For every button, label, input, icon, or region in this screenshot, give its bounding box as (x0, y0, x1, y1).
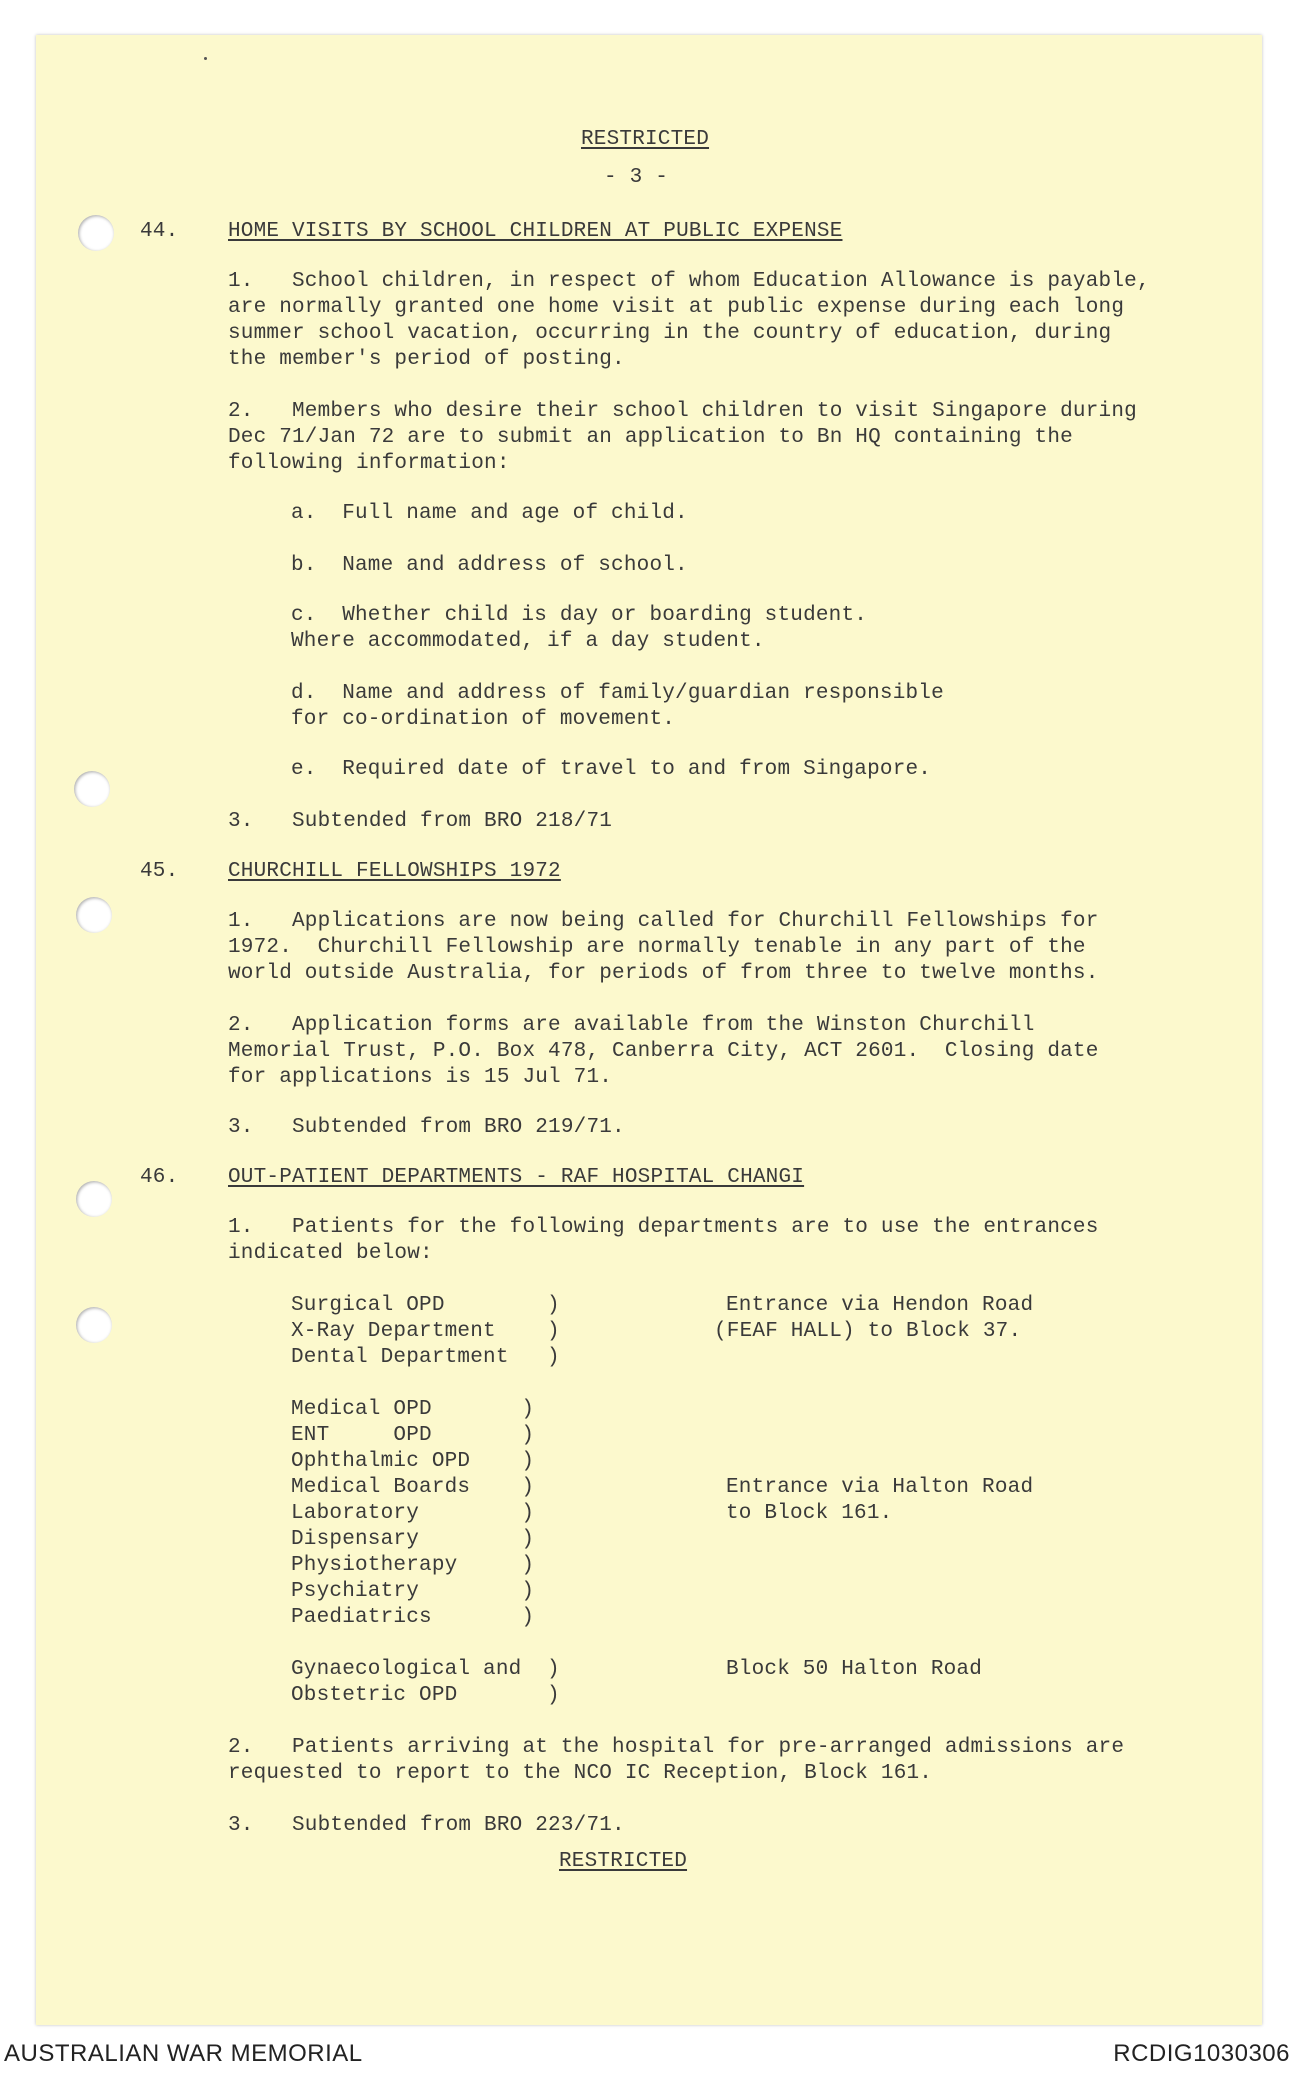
paragraph-line: 3. Subtended from BRO 219/71. (228, 1116, 625, 1139)
department-name: Dispensary ) (291, 1528, 535, 1551)
department-name: X-Ray Department ) (291, 1320, 560, 1343)
list-item: e. Required date of travel to and from Singapore. (291, 758, 932, 781)
entrance-info: Entrance via Hendon Road (726, 1294, 1034, 1317)
classification-header: RESTRICTED (581, 128, 710, 151)
list-item: d. Name and address of family/guardian responsible (291, 682, 944, 705)
paragraph-line: the member's period of posting. (228, 348, 625, 371)
section-title: HOME VISITS BY SCHOOL CHILDREN AT PUBLIC EXPENSE (228, 220, 843, 243)
department-name: Gynaecological and ) (291, 1658, 560, 1681)
section-title: OUT-PATIENT DEPARTMENTS - RAF HOSPITAL CHANGI (228, 1166, 805, 1189)
department-name: Psychiatry ) (291, 1580, 535, 1603)
paragraph-line: summer school vacation, occurring in the country of education, during (228, 322, 1112, 345)
archive-caption-right: RCDIG1030306 (1113, 2040, 1290, 2067)
paragraph-line: 3. Subtended from BRO 218/71 (228, 810, 613, 833)
punch-hole (76, 1181, 112, 1217)
entrance-info: Entrance via Halton Road (726, 1476, 1034, 1499)
punch-hole (76, 897, 112, 933)
section-title: CHURCHILL FELLOWSHIPS 1972 (228, 860, 561, 883)
entrance-info: to Block 161. (726, 1502, 893, 1525)
paragraph-line: 1. School children, in respect of whom Education Allowance is payable, (228, 270, 1150, 293)
department-name: Dental Department ) (291, 1346, 560, 1369)
department-name: ENT OPD ) (291, 1424, 535, 1447)
punch-hole (76, 1307, 112, 1343)
section-number: 46. (140, 1166, 179, 1189)
paper-mark (204, 57, 207, 60)
paragraph-line: 1. Patients for the following departments are to use the entrances (228, 1216, 1099, 1239)
classification-footer: RESTRICTED (559, 1850, 688, 1873)
archive-caption-left: AUSTRALIAN WAR MEMORIAL (4, 2040, 363, 2067)
paragraph-line: following information: (228, 452, 510, 475)
entrance-info: (FEAF HALL) to Block 37. (714, 1320, 1022, 1343)
department-name: Physiotherapy ) (291, 1554, 535, 1577)
list-item: Where accommodated, if a day student. (291, 630, 765, 653)
list-item: b. Name and address of school. (291, 554, 688, 577)
paragraph-line: Dec 71/Jan 72 are to submit an application to Bn HQ containing the (228, 426, 1073, 449)
department-name: Paediatrics ) (291, 1606, 535, 1629)
document-page (36, 35, 1262, 2025)
paragraph-line: Memorial Trust, P.O. Box 478, Canberra City, ACT 2601. Closing date (228, 1040, 1099, 1063)
department-name: Laboratory ) (291, 1502, 535, 1525)
punch-hole (78, 215, 114, 251)
paragraph-line: 2. Members who desire their school children to visit Singapore during (228, 400, 1137, 423)
entrance-info: Block 50 Halton Road (726, 1658, 983, 1681)
department-name: Medical OPD ) (291, 1398, 535, 1421)
list-item: c. Whether child is day or boarding student. (291, 604, 868, 627)
paragraph-line: world outside Australia, for periods of from three to twelve months. (228, 962, 1099, 985)
department-name: Medical Boards ) (291, 1476, 535, 1499)
page-number: - 3 - (604, 166, 669, 189)
punch-hole (74, 771, 110, 807)
department-name: Obstetric OPD ) (291, 1684, 560, 1707)
paragraph-line: requested to report to the NCO IC Reception, Block 161. (228, 1762, 933, 1785)
paragraph-line: 2. Application forms are available from the Winston Churchill (228, 1014, 1035, 1037)
paragraph-line: 3. Subtended from BRO 223/71. (228, 1814, 625, 1837)
paragraph-line: 1972. Churchill Fellowship are normally tenable in any part of the (228, 936, 1086, 959)
paragraph-line: 2. Patients arriving at the hospital for pre-arranged admissions are (228, 1736, 1125, 1759)
paragraph-line: for applications is 15 Jul 71. (228, 1066, 613, 1089)
paragraph-line: are normally granted one home visit at public expense during each long (228, 296, 1125, 319)
department-name: Ophthalmic OPD ) (291, 1450, 535, 1473)
section-number: 45. (140, 860, 179, 883)
paragraph-line: 1. Applications are now being called for Churchill Fellowships for (228, 910, 1099, 933)
list-item: for co-ordination of movement. (291, 708, 676, 731)
list-item: a. Full name and age of child. (291, 502, 688, 525)
department-name: Surgical OPD ) (291, 1294, 560, 1317)
paragraph-line: indicated below: (228, 1242, 433, 1265)
section-number: 44. (140, 220, 179, 243)
